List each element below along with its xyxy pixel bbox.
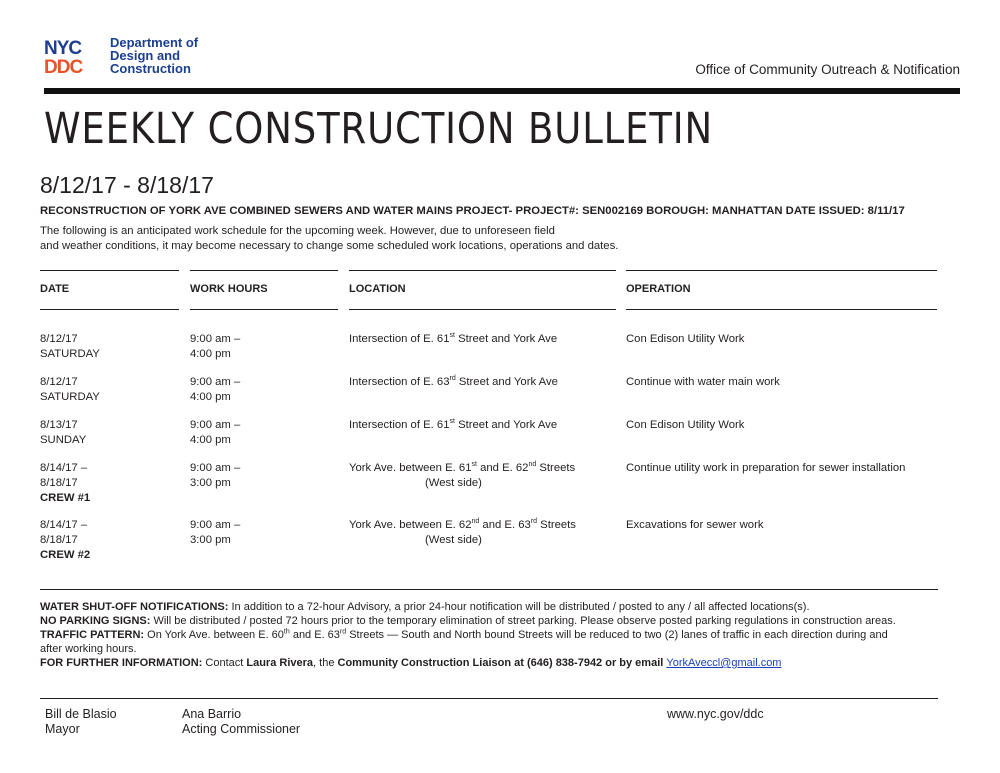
header-rule-date-bottom xyxy=(40,309,179,310)
column-header-hours: WORK HOURS xyxy=(190,283,268,295)
header-rule-hours-bottom xyxy=(190,309,338,310)
header-rule-location-top xyxy=(349,270,616,271)
cell-operation: Con Edison Utility Work xyxy=(626,419,745,431)
intro-line-1: The following is an anticipated work schedule for the upcoming week. However, due to unforeseen field xyxy=(40,225,555,237)
office-name: Office of Community Outreach & Notification xyxy=(695,62,960,77)
cell-operation: Continue with water main work xyxy=(626,376,780,388)
column-header-operation: OPERATION xyxy=(626,283,691,295)
email-link[interactable]: YorkAveccl@gmail.com xyxy=(666,657,782,669)
commissioner-name: Ana Barrio xyxy=(182,707,242,721)
header-rule-date-top xyxy=(40,270,179,271)
notice-water: WATER SHUT-OFF NOTIFICATIONS: In addition to a 72-hour Advisory, a prior 24-hour notification will be distributed / posted to any / all affected locations(s). xyxy=(40,601,810,613)
date-range: 8/12/17 - 8/18/17 xyxy=(40,172,214,198)
header-rule xyxy=(44,88,960,94)
logo-line-3: Construction xyxy=(110,61,191,76)
cell-operation: Continue utility work in preparation for sewer installation xyxy=(626,462,906,474)
intro-text xyxy=(40,224,740,254)
logo-wordmark xyxy=(110,36,198,75)
logo-line-1: Department of xyxy=(110,35,199,50)
header-rule-hours-top xyxy=(190,270,338,271)
nyc-ddc-logo-mark xyxy=(44,37,104,75)
cell-location: York Ave. between E. 61st and E. 62nd Streets (West side) xyxy=(349,461,576,489)
cell-date: 8/12/17 SATURDAY xyxy=(40,333,100,360)
column-header-location: LOCATION xyxy=(349,283,406,295)
intro-line-2: and weather conditions, it may become necessary to change some scheduled work locations, operations and dates. xyxy=(40,240,619,252)
cell-location: Intersection of E. 63rd Street and York Ave xyxy=(349,375,558,388)
footer-commissioner xyxy=(182,707,300,737)
cell-location: York Ave. between E. 62nd and E. 63rd Streets (West side) xyxy=(349,518,576,546)
crew-label: CREW #2 xyxy=(40,549,91,561)
mayor-name: Bill de Blasio xyxy=(45,707,117,721)
notice-info: FOR FURTHER INFORMATION: Contact Laura Rivera, the Community Construction Liaison at (646) 838-7942 or by email YorkAveccl@gmail.com xyxy=(40,657,782,669)
footer-rule xyxy=(40,698,938,699)
cell-location: Intersection of E. 61st Street and York Ave xyxy=(349,418,558,431)
cell-hours: 9:00 am – 4:00 pm xyxy=(190,333,241,360)
header-rule-operation-bottom xyxy=(626,309,937,310)
logo-mark-ddc: DDC xyxy=(44,56,83,75)
table-bottom-rule xyxy=(40,589,938,590)
cell-location: Intersection of E. 61st Street and York Ave xyxy=(349,332,558,345)
logo-line-2: Design and xyxy=(110,48,181,63)
footer-mayor xyxy=(45,707,117,737)
notice-traffic: TRAFFIC PATTERN: On York Ave. between E. 60th and E. 63rd Streets — South and North bound Streets will be reduced to two (2) lanes of traffic in each direction during and after working hours. xyxy=(40,628,888,655)
header-rule-location-bottom xyxy=(349,309,616,310)
footer-website[interactable]: www.nyc.gov/ddc xyxy=(667,707,764,721)
column-header-date: DATE xyxy=(40,283,70,295)
notice-parking: NO PARKING SIGNS: Will be distributed / posted 72 hours prior to the temporary elimination of street parking. Please observe posted parking regulations in construction areas. xyxy=(40,615,896,627)
cell-date: 8/12/17 SATURDAY xyxy=(40,376,100,403)
cell-hours: 9:00 am – 4:00 pm xyxy=(190,419,241,446)
cell-operation: Con Edison Utility Work xyxy=(626,333,745,345)
cell-date: 8/13/17 SUNDAY xyxy=(40,419,87,446)
logo-mark-nyc: NYC xyxy=(44,37,82,59)
crew-label: CREW #1 xyxy=(40,492,91,504)
ddc-logo xyxy=(44,36,198,75)
cell-operation: Excavations for sewer work xyxy=(626,519,764,531)
cell-hours: 9:00 am – 3:00 pm xyxy=(190,519,241,546)
cell-date: 8/14/17 – 8/18/17 CREW #2 xyxy=(40,519,91,561)
notices xyxy=(40,600,900,670)
header-rule-operation-top xyxy=(626,270,937,271)
mayor-title: Mayor xyxy=(45,722,80,736)
cell-hours: 9:00 am – 4:00 pm xyxy=(190,376,241,403)
cell-date: 8/14/17 – 8/18/17 CREW #1 xyxy=(40,462,91,504)
project-line: RECONSTRUCTION OF YORK AVE COMBINED SEWERS AND WATER MAINS PROJECT- PROJECT#: SEN002169 BOROUGH: MANHATTAN DATE ISSUED: 8/11/17 xyxy=(40,205,905,217)
commissioner-title: Acting Commissioner xyxy=(182,722,301,736)
bulletin-title: WEEKLY CONSTRUCTION BULLETIN xyxy=(44,104,714,154)
cell-hours: 9:00 am – 3:00 pm xyxy=(190,462,241,489)
